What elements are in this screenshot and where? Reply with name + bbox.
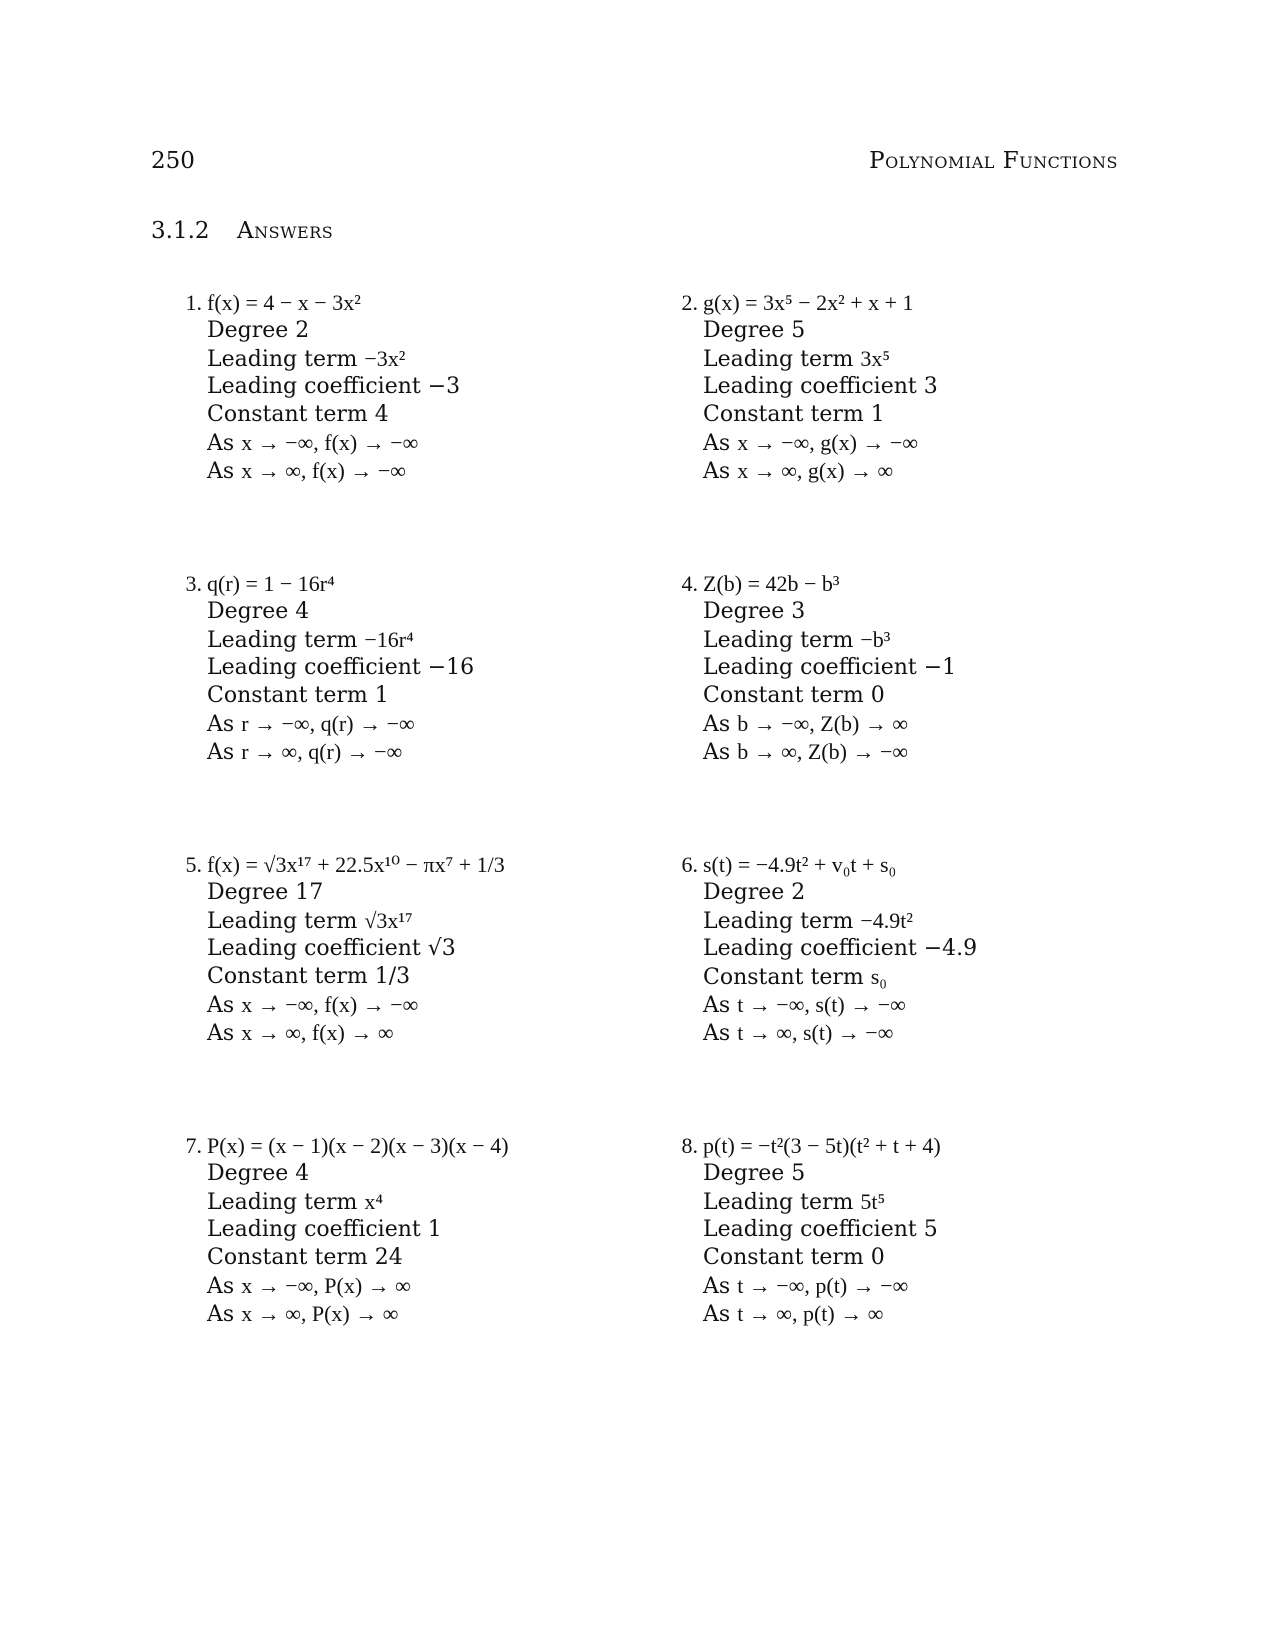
- leading-coefficient-label: Leading coefficient: [207, 655, 421, 680]
- constant-term-value: 1: [374, 683, 389, 708]
- leading-coefficient-value: 1: [427, 1217, 442, 1242]
- answer-function-line: [176, 289, 626, 317]
- end-behavior-negative: [176, 429, 626, 457]
- degree-value: 5: [791, 318, 806, 343]
- leading-term-label: Leading term: [207, 909, 358, 934]
- leading-coefficient-value: −1: [923, 655, 957, 680]
- leading-term-line: [176, 907, 626, 935]
- as-label: As: [703, 1274, 731, 1299]
- leading-coefficient-line: [672, 654, 1122, 682]
- end-behavior-negative: [672, 429, 1122, 457]
- constant-term-label: Constant term: [703, 683, 864, 708]
- as-label: As: [207, 712, 235, 737]
- leading-coefficient-line: [672, 373, 1122, 401]
- section-heading: [151, 218, 333, 244]
- answer-function-line: [176, 851, 626, 879]
- leading-coefficient-label: Leading coefficient: [703, 374, 917, 399]
- answer-function: f(x) = 4 − x − 3x²: [207, 290, 361, 315]
- answer-function: f(x) = √3x¹⁷ + 22.5x¹⁰ − πx⁷ + 1/3: [207, 852, 505, 877]
- constant-term-line: [672, 682, 1122, 710]
- end-behavior-negative: [176, 710, 626, 738]
- answer-function: P(x) = (x − 1)(x − 2)(x − 3)(x − 4): [207, 1133, 509, 1158]
- constant-term-line: [672, 1244, 1122, 1272]
- leading-coefficient-line: [176, 654, 626, 682]
- degree-label: Degree: [703, 318, 785, 343]
- leading-term-line: [672, 1188, 1122, 1216]
- answer-function-line: [672, 570, 1122, 598]
- end-behavior-positive-value: x → ∞, f(x) → −∞: [241, 458, 406, 483]
- leading-term-value: 3x⁵: [860, 346, 891, 371]
- answer-item: [672, 1132, 1122, 1328]
- as-label: As: [207, 740, 235, 765]
- degree-line: [176, 1160, 626, 1188]
- end-behavior-negative: [672, 710, 1122, 738]
- as-label: As: [207, 1021, 235, 1046]
- leading-coefficient-label: Leading coefficient: [207, 936, 421, 961]
- leading-coefficient-label: Leading coefficient: [703, 1217, 917, 1242]
- degree-value: 5: [791, 1161, 806, 1186]
- leading-term-line: [176, 626, 626, 654]
- leading-term-value: x⁴: [364, 1189, 384, 1214]
- end-behavior-positive: [176, 1019, 626, 1047]
- leading-term-label: Leading term: [207, 628, 358, 653]
- answer-item: [672, 289, 1122, 485]
- answer-number: 5.: [185, 852, 202, 877]
- end-behavior-negative-value: t → −∞, p(t) → −∞: [737, 1273, 909, 1298]
- degree-label: Degree: [703, 599, 785, 624]
- leading-coefficient-label: Leading coefficient: [207, 374, 421, 399]
- leading-term-line: [176, 1188, 626, 1216]
- end-behavior-positive-value: x → ∞, g(x) → ∞: [737, 458, 894, 483]
- as-label: As: [207, 459, 235, 484]
- end-behavior-positive-value: t → ∞, p(t) → ∞: [737, 1301, 884, 1326]
- answer-number: 1.: [185, 290, 202, 315]
- end-behavior-positive: [672, 457, 1122, 485]
- degree-line: [672, 1160, 1122, 1188]
- answer-function: g(x) = 3x⁵ − 2x² + x + 1: [703, 290, 914, 315]
- end-behavior-positive: [672, 1019, 1122, 1047]
- answer-function: p(t) = −t²(3 − 5t)(t² + t + 4): [703, 1133, 941, 1158]
- answer-item: [176, 289, 626, 485]
- answer-function-line: [672, 289, 1122, 317]
- leading-term-label: Leading term: [703, 1190, 854, 1215]
- as-label: As: [703, 1302, 731, 1327]
- answer-number: 2.: [681, 290, 698, 315]
- constant-term-value: 24: [374, 1245, 403, 1270]
- answer-function: s(t) = −4.9t² + v₀t + s₀: [703, 852, 897, 877]
- answer-item: [176, 570, 626, 766]
- constant-term-line: [672, 963, 1122, 991]
- end-behavior-positive: [176, 1300, 626, 1328]
- degree-label: Degree: [207, 318, 289, 343]
- answer-function-line: [176, 570, 626, 598]
- constant-term-label: Constant term: [703, 402, 864, 427]
- leading-coefficient-line: [176, 935, 626, 963]
- degree-label: Degree: [703, 880, 785, 905]
- answer-number: 3.: [185, 571, 202, 596]
- as-label: As: [703, 993, 731, 1018]
- leading-coefficient-line: [176, 1216, 626, 1244]
- answer-number: 8.: [681, 1133, 698, 1158]
- degree-value: 4: [295, 1161, 310, 1186]
- answer-function-line: [672, 851, 1122, 879]
- end-behavior-positive: [672, 738, 1122, 766]
- constant-term-value: s₀: [870, 964, 887, 989]
- constant-term-line: [176, 682, 626, 710]
- degree-value: 4: [295, 599, 310, 624]
- constant-term-value: 1: [870, 402, 885, 427]
- as-label: As: [703, 740, 731, 765]
- degree-line: [176, 879, 626, 907]
- running-head: Polynomial Functions: [869, 148, 1118, 174]
- degree-value: 3: [791, 599, 806, 624]
- end-behavior-positive-value: r → ∞, q(r) → −∞: [241, 739, 403, 764]
- degree-line: [672, 317, 1122, 345]
- leading-term-label: Leading term: [207, 347, 358, 372]
- leading-coefficient-label: Leading coefficient: [703, 936, 917, 961]
- as-label: As: [207, 1274, 235, 1299]
- degree-line: [176, 598, 626, 626]
- constant-term-line: [672, 401, 1122, 429]
- answer-number: 4.: [681, 571, 698, 596]
- end-behavior-negative-value: b → −∞, Z(b) → ∞: [737, 711, 909, 736]
- leading-coefficient-line: [176, 373, 626, 401]
- end-behavior-positive-value: b → ∞, Z(b) → −∞: [737, 739, 909, 764]
- leading-term-value: −b³: [860, 627, 891, 652]
- end-behavior-positive-value: x → ∞, P(x) → ∞: [241, 1301, 399, 1326]
- constant-term-label: Constant term: [703, 1245, 864, 1270]
- end-behavior-negative: [672, 991, 1122, 1019]
- leading-coefficient-line: [672, 935, 1122, 963]
- section-number: 3.1.2: [151, 218, 210, 244]
- constant-term-value: 1/3: [374, 964, 411, 989]
- leading-term-line: [672, 345, 1122, 373]
- end-behavior-negative-value: x → −∞, P(x) → ∞: [241, 1273, 411, 1298]
- degree-line: [176, 317, 626, 345]
- answer-function: Z(b) = 42b − b³: [703, 571, 840, 596]
- answer-number: 7.: [185, 1133, 202, 1158]
- leading-term-value: −4.9t²: [860, 908, 913, 933]
- leading-coefficient-label: Leading coefficient: [207, 1217, 421, 1242]
- end-behavior-positive-value: x → ∞, f(x) → ∞: [241, 1020, 394, 1045]
- leading-term-line: [672, 907, 1122, 935]
- as-label: As: [703, 1021, 731, 1046]
- degree-value: 2: [791, 880, 806, 905]
- constant-term-line: [176, 401, 626, 429]
- leading-term-value: 5t⁵: [860, 1189, 886, 1214]
- end-behavior-positive: [672, 1300, 1122, 1328]
- leading-term-label: Leading term: [703, 909, 854, 934]
- degree-line: [672, 879, 1122, 907]
- answer-number: 6.: [681, 852, 698, 877]
- answer-function-line: [176, 1132, 626, 1160]
- leading-term-label: Leading term: [703, 628, 854, 653]
- leading-term-value: −16r⁴: [364, 627, 414, 652]
- page-number: 250: [151, 148, 195, 174]
- leading-coefficient-line: [672, 1216, 1122, 1244]
- end-behavior-negative-value: x → −∞, f(x) → −∞: [241, 992, 419, 1017]
- constant-term-value: 4: [374, 402, 389, 427]
- constant-term-value: 0: [870, 683, 885, 708]
- leading-coefficient-label: Leading coefficient: [703, 655, 917, 680]
- end-behavior-positive: [176, 738, 626, 766]
- end-behavior-negative: [672, 1272, 1122, 1300]
- leading-coefficient-value: 3: [923, 374, 938, 399]
- end-behavior-negative-value: x → −∞, f(x) → −∞: [241, 430, 419, 455]
- as-label: As: [703, 459, 731, 484]
- answer-item: [176, 851, 626, 1047]
- constant-term-value: 0: [870, 1245, 885, 1270]
- leading-term-label: Leading term: [207, 1190, 358, 1215]
- constant-term-label: Constant term: [207, 1245, 368, 1270]
- degree-label: Degree: [207, 1161, 289, 1186]
- degree-value: 17: [295, 880, 324, 905]
- end-behavior-negative-value: x → −∞, g(x) → −∞: [737, 430, 919, 455]
- as-label: As: [207, 993, 235, 1018]
- answer-item: [176, 1132, 626, 1328]
- degree-label: Degree: [207, 599, 289, 624]
- as-label: As: [207, 431, 235, 456]
- constant-term-label: Constant term: [207, 683, 368, 708]
- end-behavior-negative: [176, 1272, 626, 1300]
- end-behavior-positive: [176, 457, 626, 485]
- constant-term-label: Constant term: [703, 965, 864, 990]
- leading-term-value: −3x²: [364, 346, 406, 371]
- leading-coefficient-value: −4.9: [923, 936, 978, 961]
- end-behavior-negative-value: t → −∞, s(t) → −∞: [737, 992, 906, 1017]
- constant-term-line: [176, 1244, 626, 1272]
- as-label: As: [703, 431, 731, 456]
- constant-term-line: [176, 963, 626, 991]
- answer-item: [672, 851, 1122, 1047]
- constant-term-label: Constant term: [207, 402, 368, 427]
- degree-value: 2: [295, 318, 310, 343]
- degree-line: [672, 598, 1122, 626]
- leading-term-value: √3x¹⁷: [364, 908, 413, 933]
- end-behavior-positive-value: t → ∞, s(t) → −∞: [737, 1020, 894, 1045]
- leading-term-line: [672, 626, 1122, 654]
- end-behavior-negative: [176, 991, 626, 1019]
- answer-function: q(r) = 1 − 16r⁴: [207, 571, 335, 596]
- degree-label: Degree: [207, 880, 289, 905]
- answer-function-line: [672, 1132, 1122, 1160]
- leading-coefficient-value: −16: [427, 655, 475, 680]
- leading-term-label: Leading term: [703, 347, 854, 372]
- end-behavior-negative-value: r → −∞, q(r) → −∞: [241, 711, 415, 736]
- leading-coefficient-value: 5: [923, 1217, 938, 1242]
- constant-term-label: Constant term: [207, 964, 368, 989]
- as-label: As: [703, 712, 731, 737]
- leading-term-line: [176, 345, 626, 373]
- leading-coefficient-value: √3: [427, 936, 456, 961]
- section-title: Answers: [237, 218, 334, 244]
- leading-coefficient-value: −3: [427, 374, 461, 399]
- as-label: As: [207, 1302, 235, 1327]
- answer-item: [672, 570, 1122, 766]
- degree-label: Degree: [703, 1161, 785, 1186]
